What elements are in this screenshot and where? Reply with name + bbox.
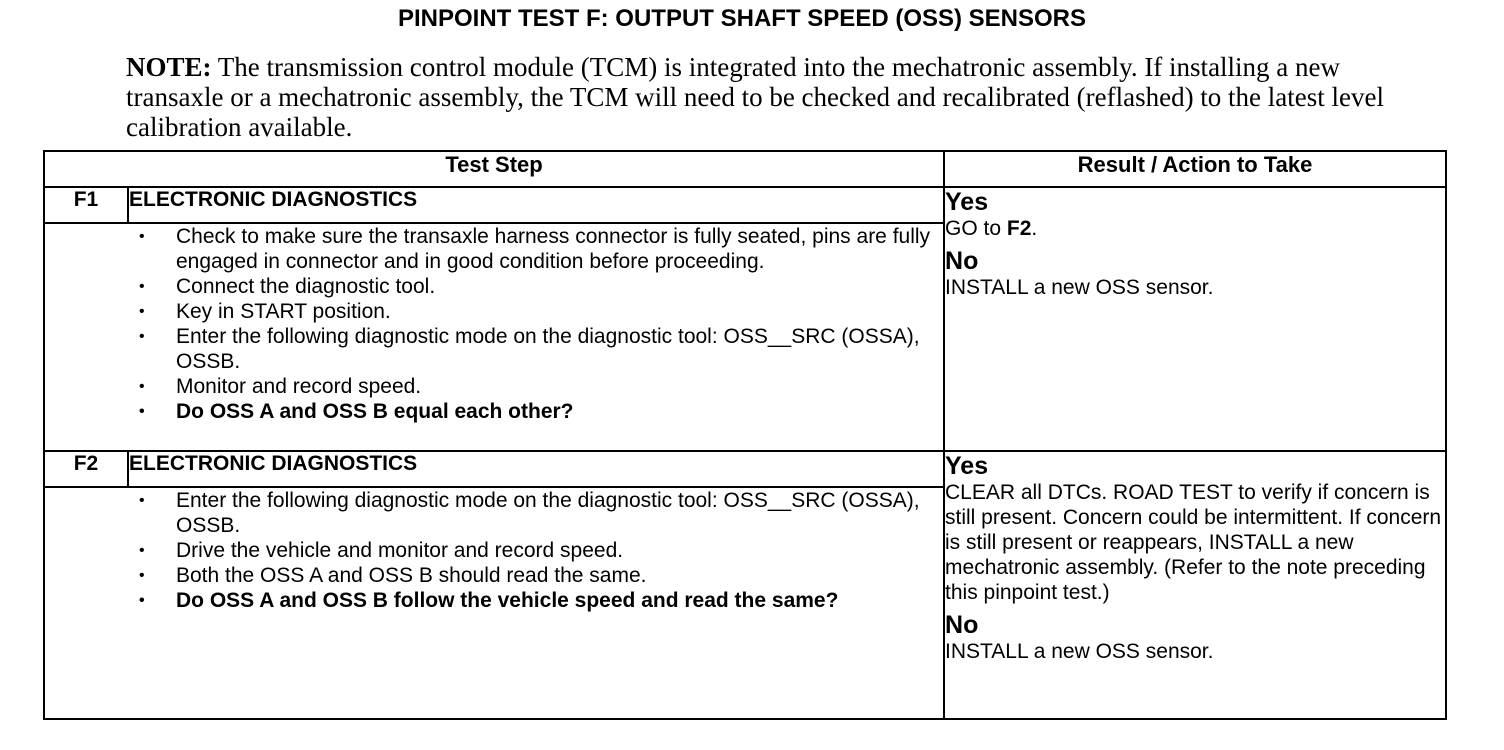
note-text: The transmission control module (TCM) is integrated into the mechatronic assembly. If installing a new transaxle or a mechatronic assembly, the TCM will need to be checked and recalibrated (reflashed) to the latest level calibration available. xyxy=(126,52,1384,142)
no-action: INSTALL a new OSS sensor. xyxy=(945,276,1214,299)
step-title: ELECTRONIC DIAGNOSTICS xyxy=(128,187,944,223)
pinpoint-test-table xyxy=(43,150,1447,720)
no-label: No xyxy=(945,611,979,639)
step-id-spacer xyxy=(44,487,128,719)
page-title: PINPOINT TEST F: OUTPUT SHAFT SPEED (OSS) SENSORS xyxy=(397,5,1087,32)
list-item: • Connect the diagnostic tool. xyxy=(176,274,943,299)
step-id: F2 xyxy=(44,451,128,487)
list-item: • Monitor and record speed. xyxy=(176,374,943,399)
step-title-row xyxy=(44,187,1446,223)
no-label: No xyxy=(945,247,979,275)
step-result xyxy=(944,187,1446,451)
yes-label: Yes xyxy=(945,452,989,480)
yes-action xyxy=(945,216,1445,241)
list-item: • Drive the vehicle and monitor and record speed. xyxy=(176,538,943,563)
no-action: INSTALL a new OSS sensor. xyxy=(945,640,1214,663)
list-item: • Both the OSS A and OSS B should read the same. xyxy=(176,563,943,588)
list-item: • Key in START position. xyxy=(176,299,943,324)
step-id-spacer xyxy=(44,223,128,451)
step-title: ELECTRONIC DIAGNOSTICS xyxy=(128,451,944,487)
step-bullets xyxy=(128,223,944,451)
note-paragraph xyxy=(126,52,1386,142)
step-bullets xyxy=(128,487,944,719)
yes-action: CLEAR all DTCs. ROAD TEST to verify if concern is still present. Concern could be intermittent. If concern is still present or reappears, INSTALL a new mechatronic assembly. (Refer to the note preceding this pinpoint test.) xyxy=(945,481,1442,604)
list-item-question: • Do OSS A and OSS B follow the vehicle speed and read the same? xyxy=(176,588,943,613)
step-result xyxy=(944,451,1446,719)
list-item-question: • Do OSS A and OSS B equal each other? xyxy=(176,399,943,424)
list-item: • Check to make sure the transaxle harness connector is fully seated, pins are fully engaged in connector and in good condition before proceeding. xyxy=(176,224,943,274)
bullet-list xyxy=(128,488,943,613)
yes-action-link[interactable]: F2 xyxy=(1006,217,1032,240)
table-header-row xyxy=(44,151,1446,187)
yes-action-suffix: . xyxy=(1031,217,1038,240)
step-title-row xyxy=(44,451,1446,487)
yes-action-text: GO to xyxy=(945,217,1007,240)
header-test-step: Test Step xyxy=(44,151,944,187)
bullet-list xyxy=(128,224,943,424)
list-item: • Enter the following diagnostic mode on the diagnostic tool: OSS__SRC (OSSA), OSSB. xyxy=(176,324,943,374)
header-result-action: Result / Action to Take xyxy=(944,151,1446,187)
yes-label: Yes xyxy=(945,188,989,216)
list-item: • Enter the following diagnostic mode on the diagnostic tool: OSS__SRC (OSSA), OSSB. xyxy=(176,488,943,538)
step-id: F1 xyxy=(44,187,128,223)
note-label: NOTE: xyxy=(126,52,212,82)
